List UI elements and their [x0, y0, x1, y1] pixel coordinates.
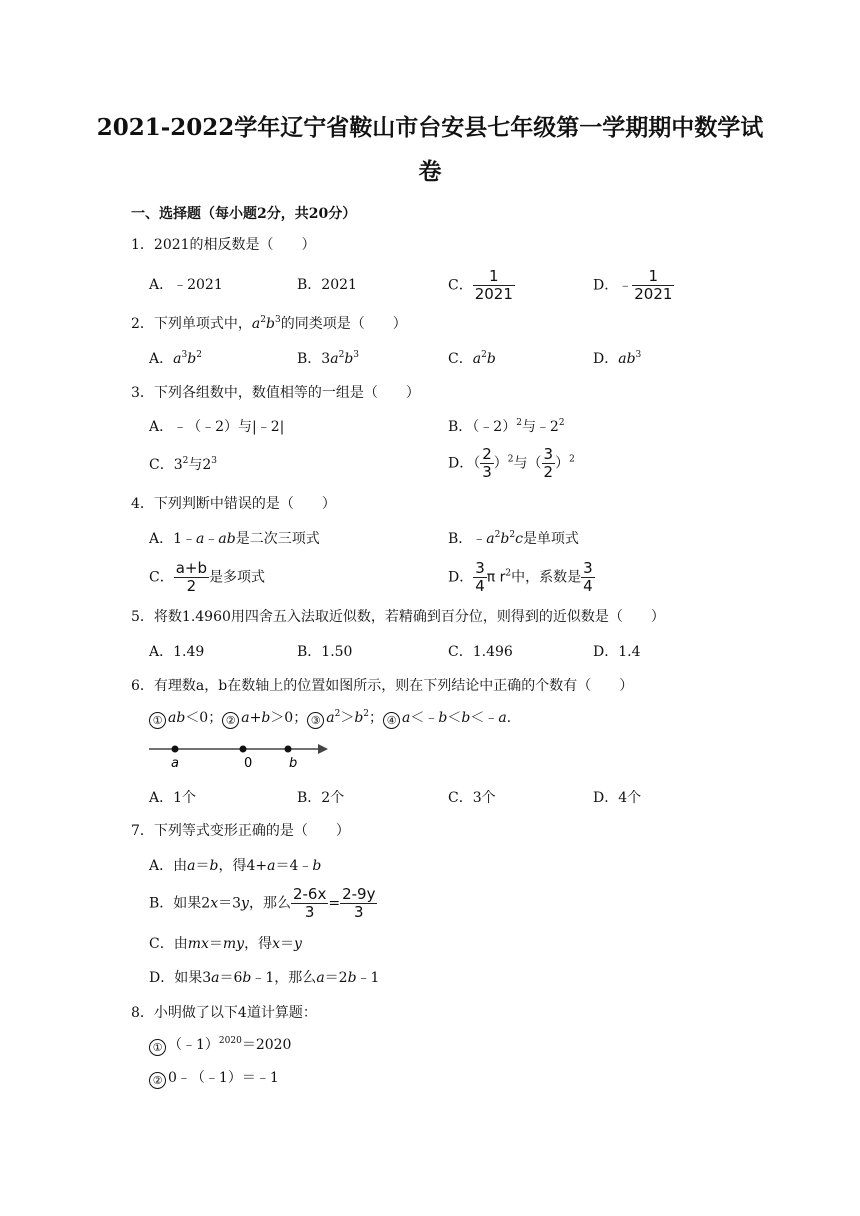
q3-option-a: A．﹣（﹣2）与|﹣2| — [149, 419, 285, 435]
page-title: 2021-2022学年辽宁省鞍山市台安县七年级第一学期期中数学试 — [96, 114, 764, 141]
question-2: 2．下列单项式中，$a^2b^3$的同类项是（ ） — [131, 315, 407, 332]
question-4: 4．下列判断中错误的是（ ） — [131, 496, 336, 512]
q3-option-c: C．$3^2$与$2^3$ — [149, 456, 218, 473]
q2-option-a: A．$a^3b^2$ — [149, 350, 202, 367]
arrow-icon — [318, 744, 328, 754]
q5-option-d: D．1.4 — [593, 644, 641, 660]
q5-option-a: A．1.49 — [149, 644, 205, 660]
q1-option-c: C． $\frac{1}{2021}$ — [448, 267, 513, 303]
q7-option-d: D．如果3a＝6b﹣1，那么a＝2b﹣1 — [149, 970, 380, 986]
question-5: 5．将数1.4960用四舍五入法取近似数，若精确到百分位，则得到的近似数是（ ） — [131, 609, 665, 625]
label-b: b — [289, 756, 298, 770]
q6-option-d: D．4个 — [593, 790, 642, 806]
question-7: 7．下列等式变形正确的是（ ） — [131, 823, 350, 839]
q3-option-d: D．（ $\frac{2}{3}$ ）$^2$与（ $\frac{3}{2}$ ）$^2$ — [448, 445, 575, 481]
question-3: 3．下列各组数中，数值相等的一组是（ ） — [131, 385, 420, 401]
q8-item-1: ① （﹣1）$^{2020}$＝2020 — [149, 1038, 291, 1056]
q7-option-a: A．由a＝b，得4+a＝4﹣b — [149, 858, 322, 874]
q4-option-a: A．1﹣a﹣ab是二次三项式 — [149, 531, 320, 547]
section-heading: 一、选择题（每小题2分，共20分） — [131, 206, 357, 222]
label-a: a — [171, 756, 179, 770]
q5-option-b: B．1.50 — [297, 644, 353, 660]
page-title-cont: 卷 — [418, 158, 442, 185]
q2-option-d: D．$ab^3$ — [593, 350, 642, 367]
q6-option-c: C．3个 — [448, 790, 496, 806]
point-b — [285, 746, 292, 753]
q7-option-b: B．如果2x＝3y，那么 $\frac{2-6x}{3}$ = $\frac{2-9y}{3}$ — [149, 885, 376, 921]
q7-option-c: C．由mx＝my，得x＝y — [149, 936, 302, 952]
q5-option-c: C．1.496 — [448, 644, 513, 660]
q8-item-2: ② 0﹣（﹣1）＝﹣1 — [149, 1071, 279, 1089]
q1-option-b: B．2021 — [297, 277, 357, 293]
question-6: 6．有理数a，b在数轴上的位置如图所示，则在下列结论中正确的个数有（ ） — [131, 678, 634, 694]
q3-option-b: B．（﹣2）$^2$与$﹣2^2$ — [448, 418, 565, 435]
q4-option-b: B．$﹣a^2b^2c$是单项式 — [448, 530, 579, 547]
label-zero: 0 — [244, 756, 253, 770]
q2-option-c: C．$a^2b$ — [448, 350, 496, 367]
q6-option-b: B．2个 — [297, 790, 345, 806]
q2-option-b: B．$3a^2b^3$ — [297, 350, 360, 367]
point-a — [172, 746, 179, 753]
q1-option-a: A．﹣2021 — [149, 277, 223, 293]
question-8: 8．小明做了以下4道计算题： — [131, 1005, 317, 1021]
q6-statements: ① ab＜0； ② a+b＞0； ③ $a^2>b^2$； ④ a＜﹣b＜b＜﹣a. — [149, 711, 511, 729]
number-line-figure — [146, 740, 336, 770]
q4-option-d: D． $\frac{3}{4}$ π $r^2$中，系数是 $\frac{3}{4}$ — [448, 559, 593, 595]
q4-option-c: C． $\frac{a+b}{2}$ 是多项式 — [149, 559, 266, 595]
question-1: 1．2021的相反数是（ ） — [131, 237, 316, 253]
q1-option-d: D．﹣ $\frac{1}{2021}$ — [593, 267, 673, 303]
point-zero — [240, 746, 247, 753]
q6-option-a: A．1个 — [149, 790, 197, 806]
